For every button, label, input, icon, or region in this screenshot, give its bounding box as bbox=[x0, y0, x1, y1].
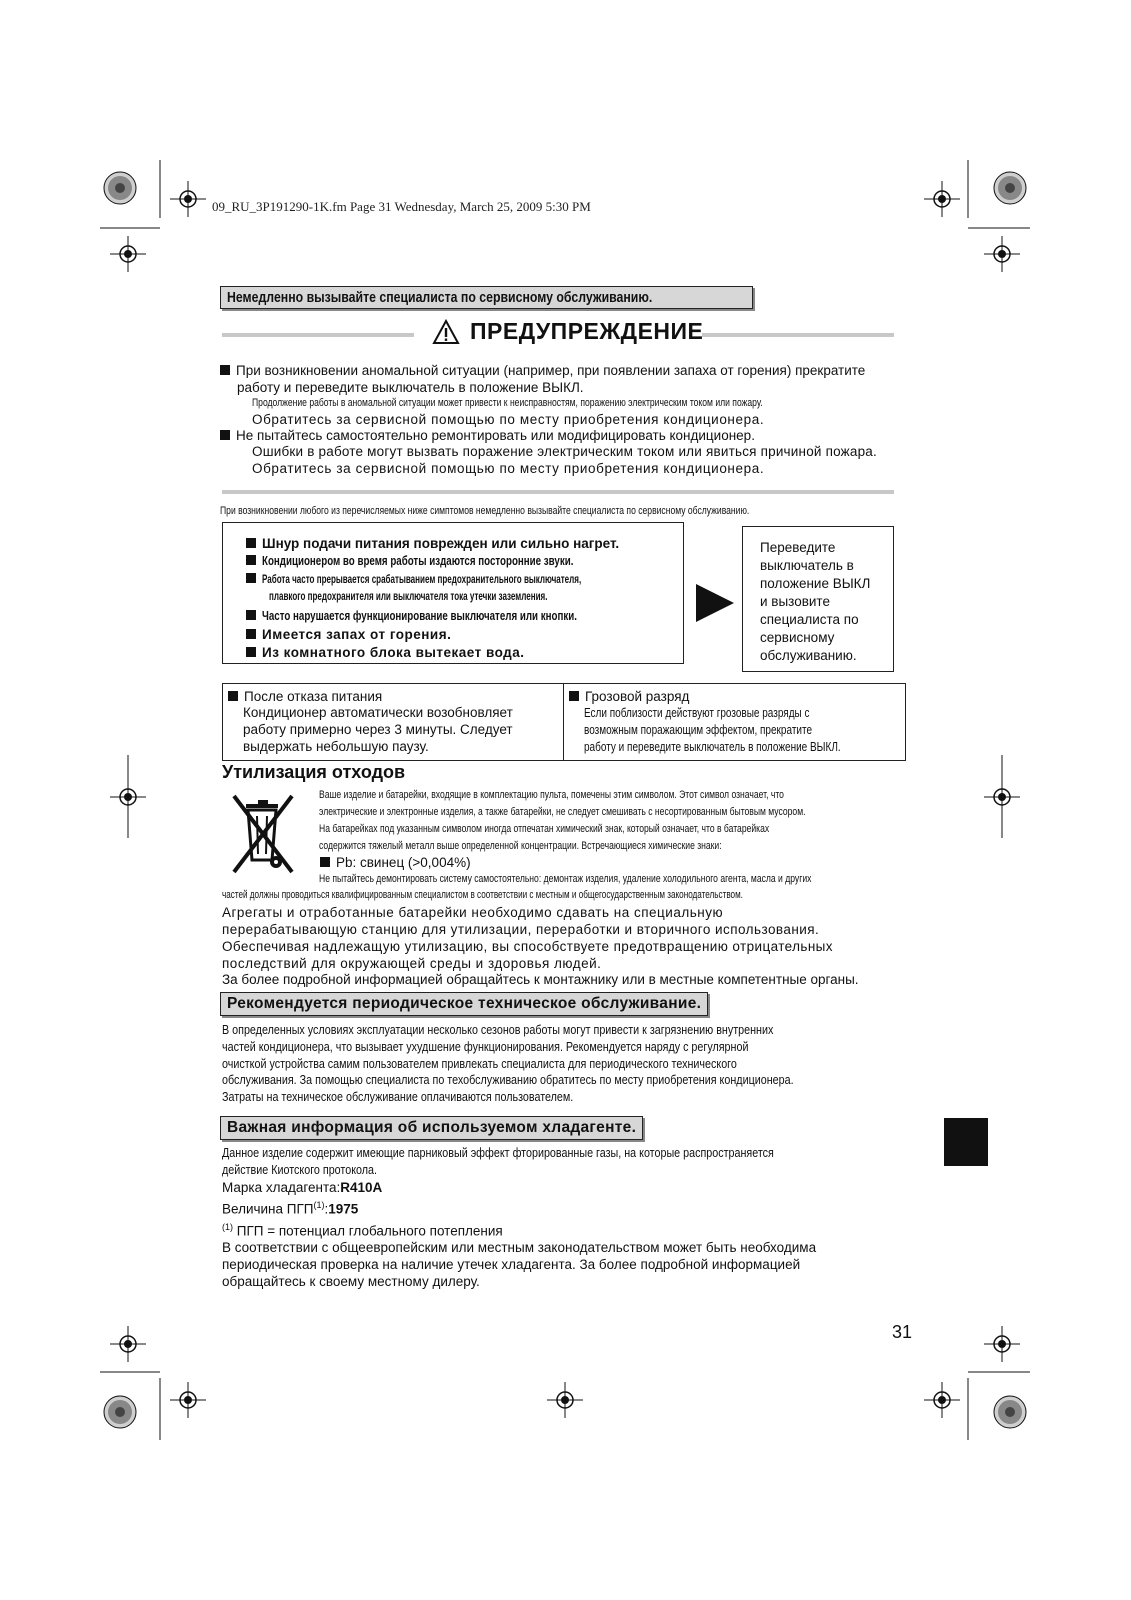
power-failure-line-1: Кондиционер автоматически возобновляет bbox=[243, 705, 513, 720]
symptom-6: Из комнатного блока вытекает вода. bbox=[246, 645, 525, 660]
symptom-2: Кондиционером во время работы издаются посторонние звуки. bbox=[246, 554, 661, 568]
section-title-refrigerant bbox=[220, 1116, 643, 1140]
refrigerant-line-3: В соответствии с общеевропейским или местным законодательством может быть необходима bbox=[222, 1240, 817, 1255]
action-line-1: Переведите bbox=[760, 540, 836, 555]
symptom-4: Часто нарушается функционирование выключателя или кнопки. bbox=[246, 609, 666, 623]
bullet-square-icon bbox=[220, 430, 230, 440]
refrigerant-line-2: действие Киотского протокола. bbox=[222, 1163, 378, 1177]
disposal-small-6: частей должны проводиться квалифицированным специалистом в соответствии с местным и общегосударственным законодательством. bbox=[222, 889, 743, 901]
refrigerant-line-4: периодическая проверка на наличие утечек хладагента. За более подробной информацией bbox=[222, 1257, 801, 1272]
disposal-line-1: Агрегаты и отработанные батарейки необходимо сдавать на специальную bbox=[222, 905, 724, 920]
symptom-1: Шнур подачи питания поврежден или сильно нагрет. bbox=[246, 536, 619, 551]
warning-title: ПРЕДУПРЕЖДЕНИЕ bbox=[470, 318, 704, 344]
maintenance-line-1: В определенных условиях эксплуатации несколько сезонов работы могут привести к загрязнению внутренних bbox=[222, 1023, 774, 1037]
warning-item-2: Не пытайтесь самостоятельно ремонтировать или модифицировать кондиционер. bbox=[220, 428, 755, 443]
power-failure-title: После отказа питания bbox=[228, 689, 382, 704]
crossed-bin-icon bbox=[224, 790, 306, 880]
disposal-small-2: электрические и электронные изделия, а также батарейки, не следует смешивать с несортированным бытовым мусором. bbox=[319, 806, 806, 818]
power-failure-line-3: выдержать небольшую паузу. bbox=[243, 739, 429, 754]
bullet-square-icon bbox=[246, 555, 256, 565]
bullet-square-icon bbox=[246, 573, 256, 583]
action-line-3: положение ВЫКЛ bbox=[760, 576, 871, 591]
symptom-3-cont: плавкого предохранителя или выключателя тока утечки заземления. bbox=[269, 591, 548, 603]
chapter-thumb-tab bbox=[944, 1118, 988, 1166]
refrigerant-line-5: обращайтесь к своему местному дилеру. bbox=[222, 1274, 480, 1289]
action-line-6: сервисному bbox=[760, 630, 835, 645]
refrigerant-line-1: Данное изделие содержит имеющие парниковый эффект фторированные газы, на которые распространяется bbox=[222, 1146, 774, 1160]
maintenance-line-5: Затраты на техническое обслуживание оплачиваются пользователем. bbox=[222, 1090, 574, 1104]
warning-end-bar bbox=[222, 490, 894, 494]
warning-item-2-note: Ошибки в работе могут вызвать поражение электрическим током или явиться причиной пожара. bbox=[252, 444, 877, 459]
maintenance-line-3: очисткой устройства самим пользователем привлекать специалиста для периодического технического bbox=[222, 1057, 737, 1071]
maintenance-title-text: Рекомендуется периодическое техническое обслуживание. bbox=[227, 995, 702, 1012]
bullet-square-icon bbox=[246, 629, 256, 639]
action-line-7: обслуживанию. bbox=[760, 648, 857, 663]
bullet-square-icon bbox=[246, 610, 256, 620]
refrigerant-footnote: $^{(1)}$ ПГП = потенциал глобального потепления bbox=[222, 1222, 503, 1239]
power-failure-line-2: работу примерно через 3 минуты. Следует bbox=[243, 722, 513, 737]
disposal-pb: Pb: свинец (>0,004%) bbox=[320, 855, 471, 870]
warning-bar-left bbox=[222, 333, 414, 337]
action-line-2: выключатель в bbox=[760, 558, 854, 573]
warning-item-1: При возникновении аномальной ситуации (например, при появлении запаха от горения) прекратите bbox=[220, 363, 865, 378]
warning-heading bbox=[432, 318, 703, 345]
section-title-maintenance bbox=[220, 992, 708, 1016]
warning-item-1-line2: работу и переведите выключатель в положение ВЫКЛ. bbox=[237, 380, 584, 395]
page-number: 31 bbox=[892, 1322, 913, 1342]
disposal-title: Утилизация отходов bbox=[222, 762, 406, 782]
disposal-small-3: На батарейках под указанным символом иногда отпечатан химический знак, который означает, что в батарейках bbox=[319, 823, 770, 835]
disposal-small-5: Не пытайтесь демонтировать систему самостоятельно: демонтаж изделия, удаление холодильного агента, масла и других bbox=[319, 873, 812, 885]
lightning-line-3: работу и переведите выключатель в положение ВЫКЛ. bbox=[584, 740, 841, 754]
maintenance-line-2: частей кондиционера, что вызывает ухудшение функционирования. Рекомендуется наряду с регулярной bbox=[222, 1040, 749, 1054]
symptom-3: Работа часто прерывается срабатыванием предохранительного выключателя, bbox=[246, 573, 718, 586]
info-table-divider bbox=[563, 683, 564, 760]
disposal-line-5: За более подробной информацией обращайтесь к монтажнику или в местные компетентные органы. bbox=[222, 972, 859, 987]
symptoms-intro: При возникновении любого из перечисляемых ниже симптомов немедленно вызывайте специалиста по сервисному обслуживанию. bbox=[220, 505, 750, 517]
bullet-square-icon bbox=[220, 365, 230, 375]
lightning-line-2: возможным поражающим эффектом, прекратите bbox=[584, 723, 813, 737]
disposal-line-2: перерабатывающую станцию для утилизации, переработки и вторичного использования. bbox=[222, 922, 820, 937]
action-line-5: специалиста по bbox=[760, 612, 859, 627]
warning-item-1-contact: Обратитесь за сервисной помощью по месту приобретения кондиционера. bbox=[252, 412, 765, 427]
disposal-small-1: Ваше изделие и батарейки, входящие в комплектацию пульта, помечены этим символом. Этот символ означает, что bbox=[319, 789, 784, 801]
disposal-small-4: содержится тяжелый металл выше определенной концентрации. Встречающиеся химические знаки: bbox=[319, 840, 722, 852]
file-header: 09_RU_3P191290-1K.fm Page 31 Wednesday, March 25, 2009 5:30 PM bbox=[212, 199, 591, 214]
disposal-line-4: последствий для окружающей среды и здоровья людей. bbox=[222, 956, 602, 971]
section-title-call-service bbox=[220, 286, 753, 309]
bullet-square-icon bbox=[228, 691, 238, 701]
bullet-square-icon bbox=[569, 691, 579, 701]
maintenance-line-4: обслуживания. За помощью специалиста по техобслуживанию обратитесь по месту приобретения кондиционера. bbox=[222, 1073, 794, 1087]
warning-item-2-contact: Обратитесь за сервисной помощью по месту приобретения кондиционера. bbox=[252, 461, 765, 476]
lightning-title: Грозовой разряд bbox=[569, 689, 689, 704]
symptom-5: Имеется запах от горения. bbox=[246, 627, 451, 642]
bullet-square-icon bbox=[246, 647, 256, 657]
refrigerant-title-text: Важная информация об используемом хладагенте. bbox=[227, 1119, 637, 1136]
disposal-line-3: Обеспечивая надлежащую утилизацию, вы способствуете предотвращению отрицательных bbox=[222, 939, 833, 954]
section-title-text: Немедленно вызывайте специалиста по сервисному обслуживанию. bbox=[227, 289, 653, 306]
bullet-square-icon bbox=[320, 857, 330, 867]
arrow-right-icon bbox=[694, 582, 736, 624]
refrigerant-mark: Марка хладагента:R410A bbox=[222, 1180, 383, 1195]
refrigerant-gwp: Величина ПГП$^{(1)}$:1975 bbox=[222, 1200, 359, 1217]
lightning-line-1: Если поблизости действуют грозовые разряды с bbox=[584, 706, 810, 720]
action-line-4: и вызовите bbox=[760, 594, 830, 609]
bullet-square-icon bbox=[246, 538, 256, 548]
warning-bar-right bbox=[702, 333, 894, 337]
warning-triangle-icon bbox=[432, 319, 460, 345]
warning-item-1-note: Продолжение работы в аномальной ситуации может привести к неисправностям, поражению электрическим током или пожару. bbox=[252, 397, 763, 409]
